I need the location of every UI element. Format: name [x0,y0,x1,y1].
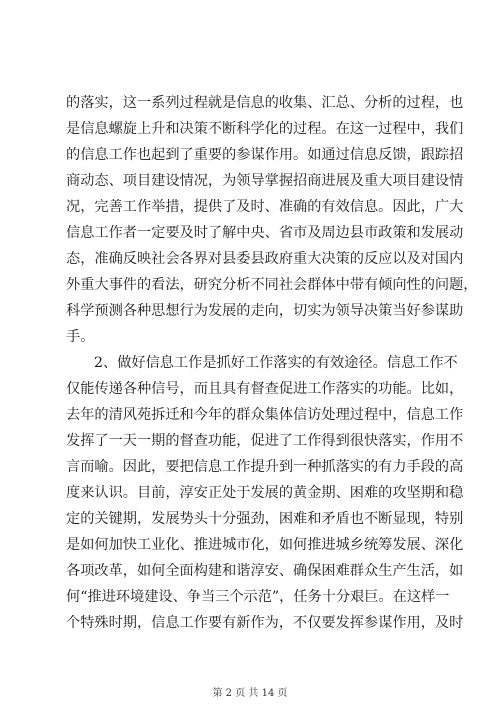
text-line: 外重大事件的看法，研究分析不同社会群体中带有倾向性的问题， [66,277,478,293]
text-line: 科学预测各种思想行为发展的走向，切实为领导决策当好参谋助 [66,303,464,319]
text-line: 信息工作者一定要及时了解中央、省市及周边县市政策和发展动 [66,225,464,241]
text-line: 各项改革，如何全面构建和谐淳安、确保困难群众生产生活，如 [66,563,464,579]
text-line: 言而喻。因此，要把信息工作提升到一种抓落实的有力手段的高 [66,459,464,475]
text-line: 的落实，这一系列过程就是信息的收集、汇总、分析的过程，也 [66,95,464,111]
text-line: 度来认识。目前，淳安正处于发展的黄金期、困难的攻坚期和稳 [66,485,464,501]
text-line: 况，完善工作举措，提供了及时、准确的有效信息。因此，广大 [66,199,464,215]
text-line: 个特殊时期，信息工作要有新作为，不仅要发挥参谋作用，及时 [66,615,464,631]
text-line: 是如何加快工业化、推进城市化，如何推进城乡统筹发展、深化 [66,537,464,553]
text-line: 手。 [66,329,95,345]
text-line: 商动态、项目建设情况，为领导掌握招商进展及重大项目建设情 [66,173,464,189]
text-line: 定的关键期，发展势头十分强劲，困难和矛盾也不断显现，特别 [66,511,464,527]
text-line: 仅能传递各种信号，而且具有督查促进工作落实的功能。比如， [66,381,464,397]
text-line: 是信息螺旋上升和决策不断科学化的过程。在这一过程中，我们 [66,121,464,137]
text-line: 态，准确反映社会各界对县委县政府重大决策的反应以及对国内 [66,251,464,267]
body-text [66,90,478,636]
text-line: 的信息工作也起到了重要的参谋作用。如通过信息反馈，跟踪招 [66,147,464,163]
page-footer: 第 2 页 共 14 页 [212,688,288,699]
text-line: 何“推进环境建设、争当三个示范”，任务十分艰巨。在这样一 [66,589,450,605]
text-line: 2、做好信息工作是抓好工作落实的有效途径。信息工作不 [94,355,458,371]
text-line: 去年的清风苑拆迁和今年的群众集体信访处理过程中，信息工作 [66,407,464,423]
text-line: 发挥了一天一期的督查功能，促进了工作得到很快落实，作用不 [66,433,464,449]
